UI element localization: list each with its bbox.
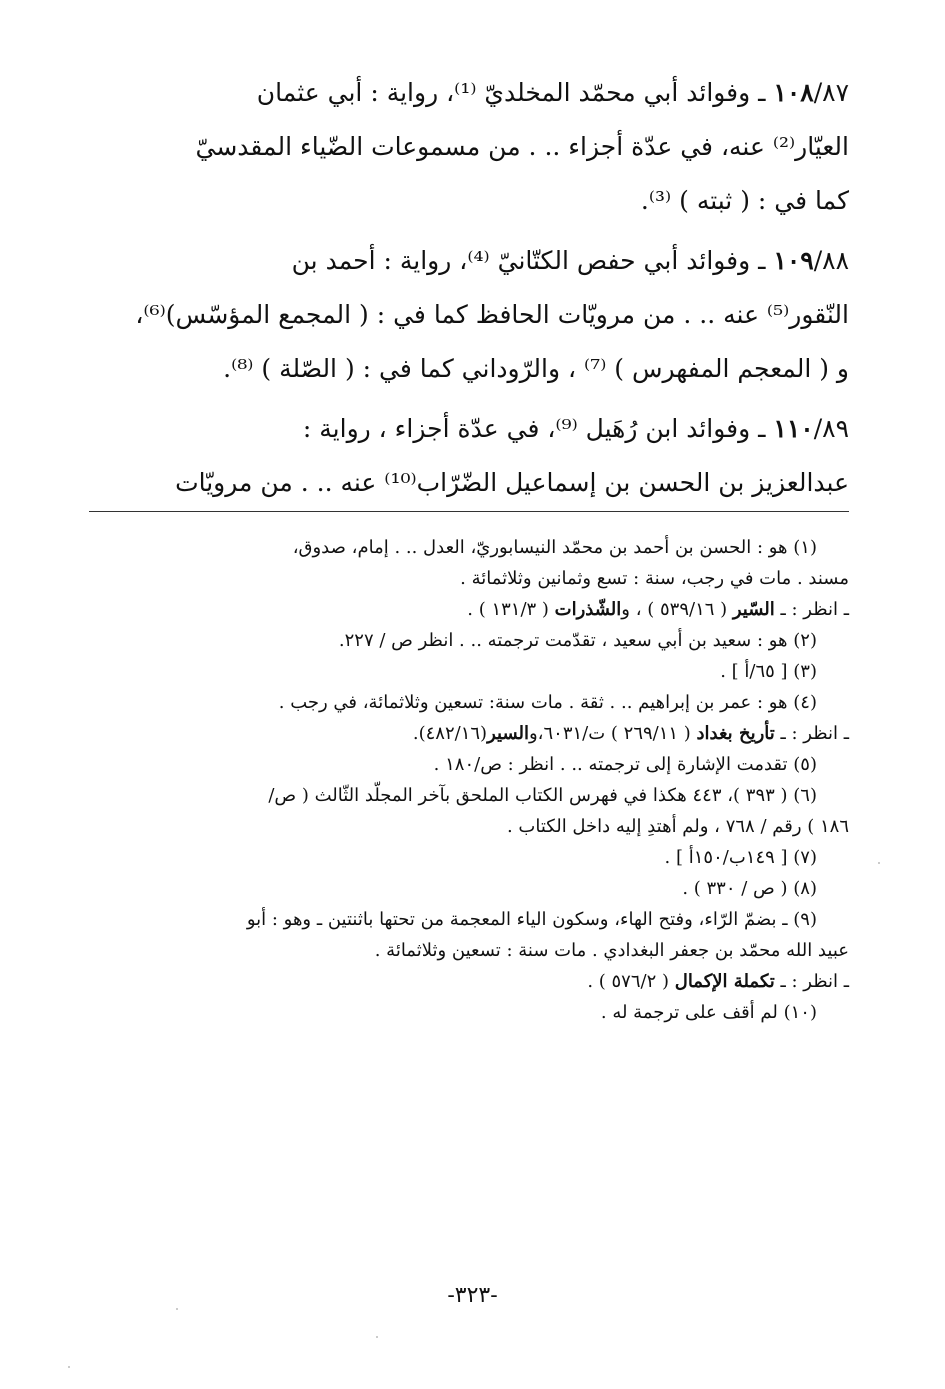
footnote-text: (٣) [ ٦٥/أ ] . [720, 661, 817, 682]
entry-text: العيّار⁽²⁾ عنه، في عدّة أجزاء .. . من مسموعات الضّياء المقدسيّ [195, 132, 849, 161]
entry-text: /٨٨ ـ وفوائد أبي حفص الكتّانيّ ⁽⁴⁾، رواية : أحمد بن [291, 246, 849, 275]
entry-line [129, 234, 849, 288]
footnote-text: ( ٥٧٦/٢ ) . [587, 971, 675, 992]
footnote-continuation [81, 811, 849, 842]
footnote-text: (٤) هو : عمر بن إبراهيم .. . ثقة . مات سنة: تسعين وثلاثمائة، في رجب . [278, 692, 817, 713]
footnote-text: (٧) [ ١٤٩ب/١٥٠أ ] . [664, 847, 817, 868]
entry-line [129, 288, 849, 342]
footnote-text: (٨) ( ص / ٣٣٠ ) . [682, 878, 817, 899]
scan-speck [176, 1308, 178, 1310]
footnote-text: (٦) ( ٣٩٣ )، ٤٤٣ هكذا في فهرس الكتاب الملحق بآخر المجلّد الثّالث ( ص/ [268, 785, 817, 806]
entry [129, 234, 849, 396]
footnote [81, 532, 849, 563]
footnote-continuation [81, 563, 849, 594]
footnote-text: ـ انظر : ـ [774, 971, 849, 992]
entry-line [129, 120, 849, 174]
source-title: السّير [732, 599, 775, 620]
entry-text: النّقور⁽⁵⁾ عنه .. . من مرويّات الحافظ كما في : ( المجمع المؤسّس)⁽⁶⁾، [135, 300, 849, 329]
entry [129, 66, 849, 228]
footnote-text: ـ انظر : ـ [774, 599, 849, 620]
scan-speck [68, 1366, 70, 1368]
entry-text: و ( المعجم المفهرس ) ⁽⁷⁾ ، والرّوداني كما في : ( الصّلة ) ⁽⁸⁾. [223, 354, 849, 383]
entry-text: /٨٩ ـ وفوائد ابن رُهَيل ⁽⁹⁾، في عدّة أجزاء ، رواية : [302, 414, 849, 443]
footnote-text: (٤٨٢/١٦). [412, 723, 488, 744]
footnote-text: ( ٥٣٩/١٦ ) ، و [621, 599, 733, 620]
footnote-text: (١٠) لم أقف على ترجمة له . [600, 1002, 817, 1023]
footnote-text: مسند . مات في رجب، سنة : تسع وثمانين وثلاثمائة . [460, 568, 849, 589]
entry-number: ١٠٩ [773, 246, 814, 275]
footnote-text: (٩) ـ بضمّ الرّاء، وفتح الهاء، وسكون الياء المعجمة من تحتها باثنتين ـ وهو : أبو [246, 909, 817, 930]
entry-line [129, 456, 849, 510]
source-title: تأريخ بغداد [696, 723, 775, 744]
scan-speck [376, 1336, 378, 1338]
entry-line [129, 402, 849, 456]
footnote [81, 625, 849, 656]
entry-text: عبدالعزيز بن الحسن بن إسماعيل الضّرّاب⁽¹⁰⁾ عنه .. . من مرويّات [175, 468, 849, 497]
entry-number: ١٠٨ [773, 78, 814, 107]
page-number: -٣٢٣- [447, 1283, 498, 1308]
entry-line [129, 66, 849, 120]
footnote-reference [81, 594, 849, 625]
entry-number: ١١٠ [773, 414, 814, 443]
footnote-text: ( ١٣١/٣ ) . [467, 599, 555, 620]
footnote [81, 780, 849, 811]
footnote-text: ١٨٦ ) رقم / ٧٦٨ ، ولم أهتدِ إليه داخل الكتاب . [506, 816, 849, 837]
footnote-separator [89, 511, 849, 512]
footnote [81, 904, 849, 935]
footnote [81, 656, 849, 687]
footnote [81, 873, 849, 904]
footnote [81, 997, 849, 1028]
footnote-text: (١) هو : الحسن بن أحمد بن محمّد النيسابوريّ، العدل .. . إمام، صدوق، [292, 537, 817, 558]
entry-line [129, 174, 849, 228]
footnote-reference [81, 966, 849, 997]
source-title: تكملة الإكمال [674, 971, 775, 992]
main-text [129, 66, 849, 516]
footnote [81, 842, 849, 873]
source-title: الشّذرات [554, 599, 622, 620]
source-title: السير [487, 723, 529, 744]
entry-line [129, 342, 849, 396]
footnote-text: ـ انظر : ـ [774, 723, 849, 744]
footnote-reference [81, 718, 849, 749]
entry [129, 402, 849, 510]
footnote [81, 749, 849, 780]
footnote-text: ( ٢٦٩/١١ ) ت/٦٠٣١،و [528, 723, 697, 744]
footnote-text: عبيد الله محمّد بن جعفر البغدادي . مات سنة : تسعين وثلاثمائة . [374, 940, 849, 961]
entry-text: كما في : ( ثبته ) ⁽³⁾. [640, 186, 849, 215]
footnote [81, 687, 849, 718]
entry-text: /٨٧ ـ وفوائد أبي محمّد المخلديّ ⁽¹⁾، رواية : أبي عثمان [256, 78, 849, 107]
footnote-text: (٢) هو : سعيد بن أبي سعيد ، تقدّمت ترجمته .. . انظر ص / ٢٢٧. [338, 630, 817, 651]
footnotes [81, 532, 849, 1028]
scan-speck [878, 862, 880, 864]
footnote-text: (٥) تقدمت الإشارة إلى ترجمته .. . انظر : ص/١٨٠ . [433, 754, 817, 775]
footnote-continuation [81, 935, 849, 966]
